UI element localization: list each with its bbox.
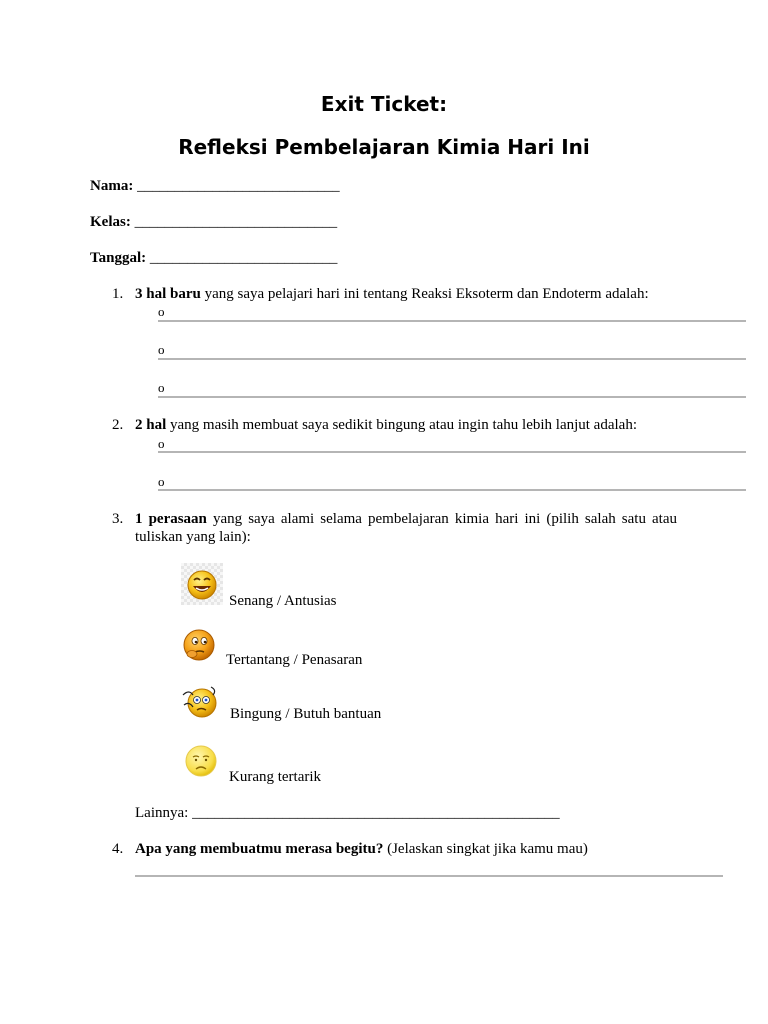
answer-line[interactable] xyxy=(158,396,746,398)
feeling-option-kurang-tertarik[interactable]: Kurang tertarik xyxy=(229,769,322,785)
page-subtitle: Refleksi Pembelajaran Kimia Hari Ini xyxy=(178,135,590,159)
question-3-number: 3. xyxy=(112,511,124,527)
bullet-marker: o xyxy=(158,342,165,357)
other-field[interactable] xyxy=(135,805,560,822)
question-3-rest: yang saya alami selama pembelajaran kimia hari ini (pilih salah satu atau xyxy=(206,511,677,527)
question-3-bold: 1 perasaan xyxy=(135,511,207,527)
bored-emoji-icon[interactable] xyxy=(184,744,218,778)
tanggal-label: Tanggal: xyxy=(90,250,147,266)
feeling-option-bingung[interactable]: Bingung / Butuh bantuan xyxy=(230,706,382,722)
nama-field[interactable] xyxy=(90,178,340,195)
page-title: Exit Ticket: xyxy=(320,92,448,116)
question-4-text xyxy=(135,841,588,858)
question-1-rest: yang saya pelajari hari ini tentang Reaksi Eksoterm dan Endoterm adalah: xyxy=(200,286,649,302)
other-label: Lainnya: xyxy=(135,805,189,821)
happy-emoji-icon[interactable] xyxy=(181,563,223,605)
other-line[interactable]: _________________________________________________ xyxy=(192,805,560,821)
question-4-bold: Apa yang membuatmu merasa begitu? xyxy=(135,841,384,857)
thinking-emoji-icon[interactable] xyxy=(181,627,217,663)
feeling-option-senang[interactable]: Senang / Antusias xyxy=(229,593,337,609)
kelas-label: Kelas: xyxy=(90,214,131,230)
question-2-number: 2. xyxy=(112,417,124,433)
answer-line[interactable] xyxy=(135,875,723,877)
answer-line[interactable] xyxy=(158,489,746,491)
answer-line[interactable] xyxy=(158,451,746,453)
question-1-text xyxy=(135,286,649,303)
question-2-text xyxy=(135,417,637,434)
feeling-option-tertantang[interactable]: Tertantang / Penasaran xyxy=(226,652,363,668)
answer-line[interactable] xyxy=(158,358,746,360)
question-1-bold: 3 hal baru xyxy=(135,286,201,302)
tanggal-field[interactable] xyxy=(90,250,337,267)
question-4-number: 4. xyxy=(112,841,124,857)
answer-line[interactable] xyxy=(158,320,746,322)
question-3-text xyxy=(135,511,677,528)
question-3-text-cont: tuliskan yang lain): xyxy=(135,529,251,545)
nama-label: Nama: xyxy=(90,178,134,194)
question-2-rest: yang masih membuat saya sedikit bingung atau ingin tahu lebih lanjut adalah: xyxy=(166,417,637,433)
question-4-rest: (Jelaskan singkat jika kamu mau) xyxy=(383,841,588,857)
bullet-marker: o xyxy=(158,436,165,451)
confused-emoji-icon[interactable] xyxy=(181,685,219,719)
kelas-field[interactable] xyxy=(90,214,337,231)
tanggal-line[interactable]: _________________________ xyxy=(149,250,338,266)
question-2-bold: 2 hal xyxy=(135,417,167,433)
question-1-number: 1. xyxy=(112,286,124,302)
kelas-line[interactable]: ___________________________ xyxy=(134,214,338,230)
nama-line[interactable]: ___________________________ xyxy=(137,178,340,194)
bullet-marker: o xyxy=(158,380,165,395)
bullet-marker: o xyxy=(158,304,165,319)
bullet-marker: o xyxy=(158,474,165,489)
